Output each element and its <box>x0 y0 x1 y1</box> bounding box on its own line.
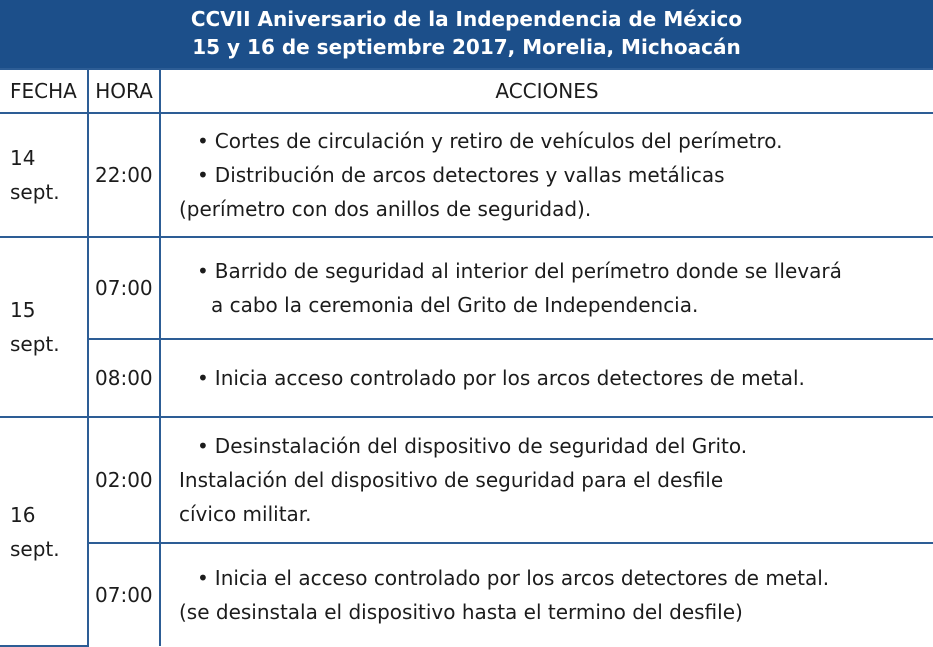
bullet-icon: • <box>197 163 209 187</box>
table-row <box>0 543 933 646</box>
header-banner <box>0 0 933 68</box>
table-header-row <box>0 69 933 113</box>
action-line: • Desinstalación del dispositivo de seguridad del Grito. <box>197 434 748 458</box>
action-line: (perímetro con dos anillos de seguridad). <box>179 197 592 221</box>
action-line: • Inicia acceso controlado por los arcos detectores de metal. <box>197 366 805 390</box>
action-line: Instalación del dispositivo de seguridad para el desfile <box>179 468 724 492</box>
bullet-icon: • <box>197 566 209 590</box>
date-month: sept. <box>10 536 60 561</box>
time-cell: 07:00 <box>88 237 160 339</box>
time-cell: 08:00 <box>88 339 160 417</box>
date-day: 16 <box>10 502 36 527</box>
action-line: • Cortes de circulación y retiro de vehículos del perímetro. <box>197 129 783 153</box>
date-month: sept. <box>10 180 60 204</box>
table-row <box>0 339 933 417</box>
table-row <box>0 417 933 543</box>
actions-cell <box>160 237 933 339</box>
column-header-acciones: ACCIONES <box>160 69 933 113</box>
actions-cell <box>160 543 933 646</box>
action-line: • Barrido de seguridad al interior del perímetro donde se llevará <box>197 259 842 283</box>
action-line: • Distribución de arcos detectores y vallas metálicas <box>197 163 725 187</box>
bullet-icon: • <box>197 129 209 153</box>
time-cell: 22:00 <box>88 113 160 237</box>
bullet-icon: • <box>197 366 209 390</box>
table-row <box>0 113 933 237</box>
date-day: 14 <box>10 146 36 170</box>
header-subtitle: 15 y 16 de septiembre 2017, Morelia, Michoacán <box>192 35 741 59</box>
actions-cell <box>160 339 933 417</box>
date-cell <box>0 417 88 646</box>
date-day: 15 <box>10 298 36 322</box>
bullet-icon: • <box>197 434 209 458</box>
action-line: • Inicia el acceso controlado por los arcos detectores de metal. <box>197 566 830 590</box>
actions-cell <box>160 417 933 543</box>
time-cell: 07:00 <box>88 543 160 646</box>
header-title: CCVII Aniversario de la Independencia de México <box>190 7 743 31</box>
column-header-hora: HORA <box>88 69 160 113</box>
table-row <box>0 237 933 339</box>
action-line: cívico militar. <box>179 502 312 526</box>
column-header-fecha: FECHA <box>0 69 88 113</box>
date-month: sept. <box>10 332 60 356</box>
action-line: (se desinstala el dispositivo hasta el termino del desfile) <box>179 600 743 624</box>
date-cell <box>0 237 88 417</box>
schedule-table <box>0 68 933 647</box>
date-cell <box>0 113 88 237</box>
action-line: a cabo la ceremonia del Grito de Independencia. <box>211 293 699 317</box>
actions-cell <box>160 113 933 237</box>
time-cell: 02:00 <box>88 417 160 543</box>
bullet-icon: • <box>197 259 209 283</box>
